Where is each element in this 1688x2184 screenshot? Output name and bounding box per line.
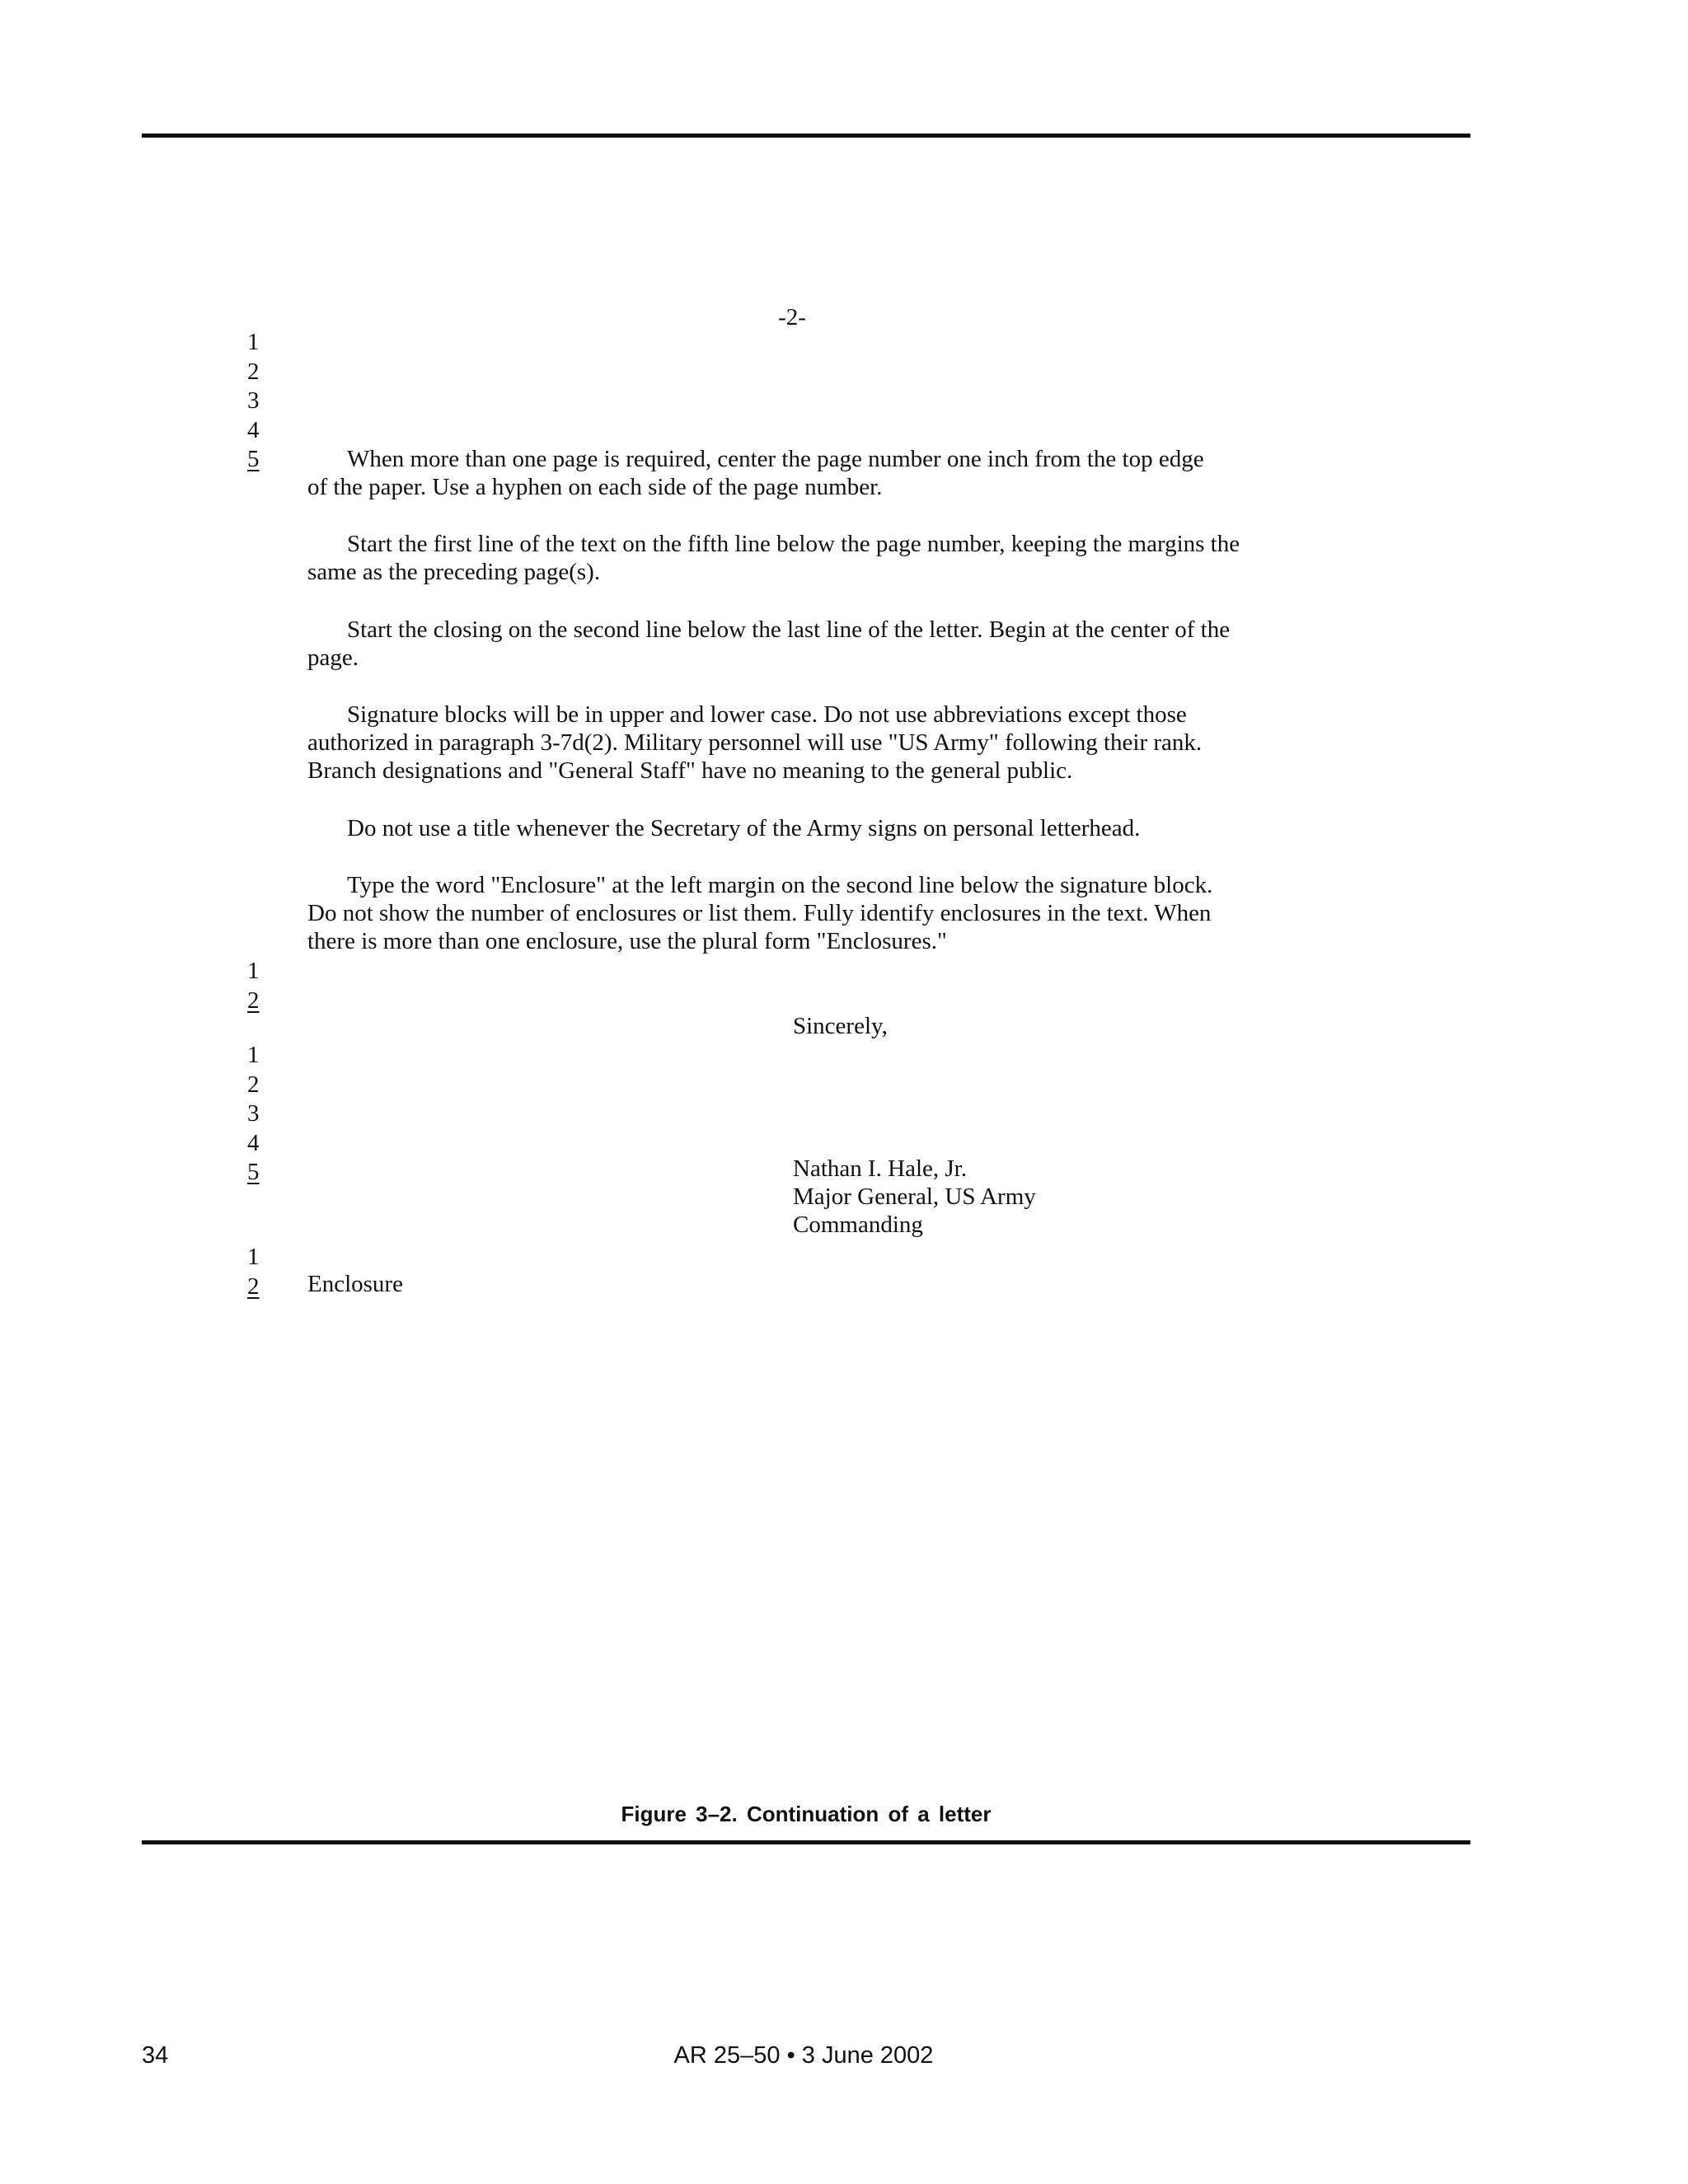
paragraph-line: Signature blocks will be in upper and lower case. Do not use abbreviations except those xyxy=(347,701,1187,728)
line-counter-number: 2 xyxy=(247,1272,260,1300)
line-counter-signature xyxy=(247,1041,272,1188)
line-counter-top xyxy=(247,328,272,475)
paragraph-line: page. xyxy=(307,644,359,671)
paragraph-line: Do not use a title whenever the Secretary of the Army signs on personal letterhead. xyxy=(347,815,1141,841)
line-counter-closing xyxy=(247,957,272,1015)
paragraph-signature-rule xyxy=(307,701,1288,785)
signature-rank: Major General, US Army xyxy=(793,1183,1036,1210)
paragraph-line: Do not show the number of enclosures or list them. Fully identify enclosures in the text. When xyxy=(307,900,1212,926)
line-counter-number: 4 xyxy=(247,1129,260,1156)
paragraph-title-rule xyxy=(307,814,1288,842)
line-counter-number: 2 xyxy=(247,987,260,1014)
paragraph-first-line-rule xyxy=(307,530,1288,586)
paragraph-line: there is more than one enclosure, use the plural form "Enclosures." xyxy=(307,928,947,954)
line-counter-number: 5 xyxy=(247,1159,260,1185)
paragraph-line: Branch designations and "General Staff" have no meaning to the general public. xyxy=(307,757,1073,784)
top-rule xyxy=(142,134,1470,138)
line-counter-number: 4 xyxy=(247,416,260,443)
paragraph-line: Start the closing on the second line below the last line of the letter. Begin at the center of the xyxy=(347,616,1231,643)
paragraph-line: of the paper. Use a hyphen on each side of the page number. xyxy=(307,474,883,500)
line-counter-number: 2 xyxy=(247,358,260,385)
paragraph-page-number-rule xyxy=(307,445,1288,501)
paragraph-enclosure-rule xyxy=(307,871,1288,955)
signature-name: Nathan I. Hale, Jr. xyxy=(793,1155,967,1182)
line-counter-number: 1 xyxy=(247,329,260,355)
footer-publication: AR 25–50 • 3 June 2002 xyxy=(673,2042,934,2069)
line-counter-number: 1 xyxy=(247,1244,260,1270)
line-counter-enclosure xyxy=(247,1243,272,1301)
footer-page-number: 34 xyxy=(142,2042,169,2069)
enclosure-label: Enclosure xyxy=(307,1271,403,1297)
line-counter-number: 2 xyxy=(247,1071,260,1098)
letter-closing: Sincerely, xyxy=(793,1013,888,1039)
paragraph-line: Start the first line of the text on the fifth line below the page number, keeping the margins the xyxy=(347,531,1240,557)
line-counter-number: 3 xyxy=(247,1100,260,1127)
letter-page-number: -2- xyxy=(778,304,806,330)
line-counter-number: 1 xyxy=(247,958,260,984)
paragraph-closing-rule xyxy=(307,616,1288,672)
signature-title: Commanding xyxy=(793,1212,923,1238)
line-counter-number: 3 xyxy=(247,387,260,414)
line-counter-number: 1 xyxy=(247,1042,260,1068)
paragraph-line: same as the preceding page(s). xyxy=(307,559,601,585)
paragraph-line: authorized in paragraph 3-7d(2). Military personnel will use "US Army" following their rank. xyxy=(307,729,1203,756)
signature-block xyxy=(793,1155,1036,1239)
figure-caption: Figure 3–2. Continuation of a letter xyxy=(621,1802,992,1826)
line-counter-number: 5 xyxy=(247,446,260,472)
paragraph-line: When more than one page is required, center the page number one inch from the top edge xyxy=(347,446,1204,472)
bottom-rule xyxy=(142,1840,1470,1844)
paragraph-line: Type the word "Enclosure" at the left margin on the second line below the signature block. xyxy=(347,872,1213,898)
